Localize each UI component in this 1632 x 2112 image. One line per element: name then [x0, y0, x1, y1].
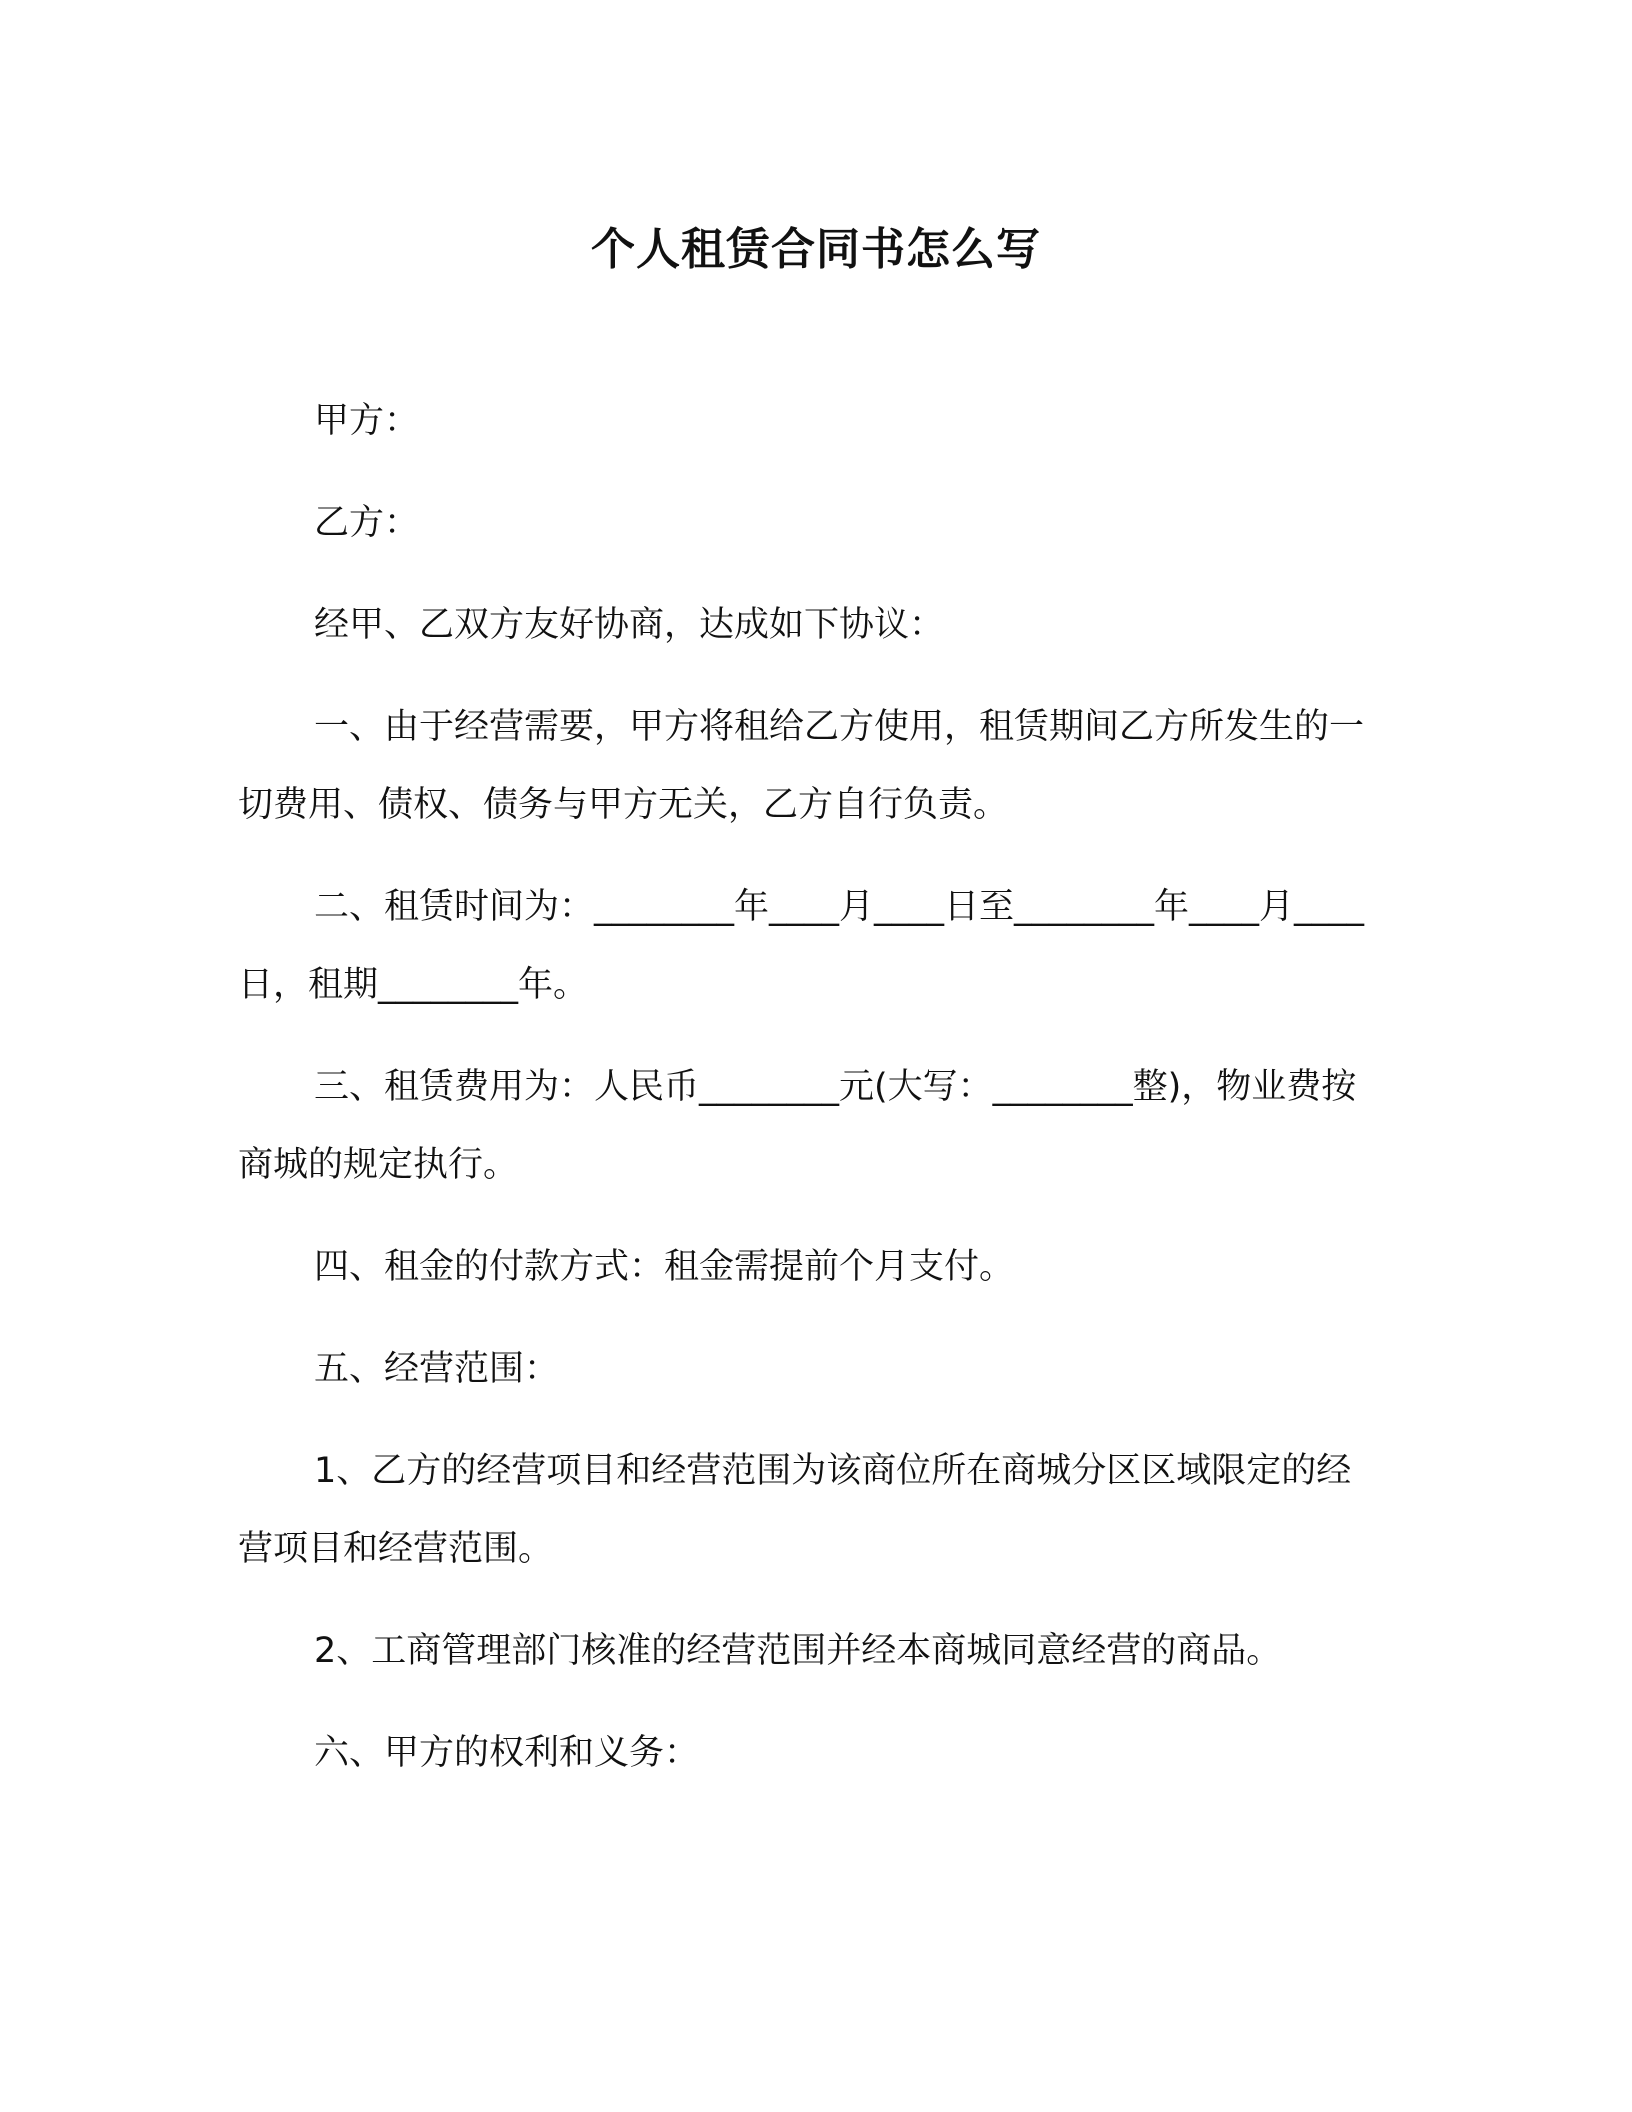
intro-paragraph: 经甲、乙双方友好协商，达成如下协议：	[314, 605, 945, 645]
clause-2-paragraph: 二、租赁时间为：________年____月____日至________年____月____日，租期________年。	[238, 887, 1365, 1005]
clause-5-item-1: 1、乙方的经营项目和经营范围为该商位所在商城分区区域限定的经营项目和经营范围。	[238, 1451, 1352, 1569]
clause-5-heading: 五、经营范围：	[314, 1349, 560, 1389]
party-b-line: 乙方：	[314, 503, 420, 543]
clause-1-paragraph: 一、由于经营需要，甲方将租给乙方使用，租赁期间乙方所发生的一切费用、债权、债务与甲方无关，乙方自行负责。	[238, 707, 1365, 825]
clause-3-paragraph: 三、租赁费用为：人民币________元(大写：________整)，物业费按商城的规定执行。	[238, 1067, 1357, 1185]
document-title: 个人租赁合同书怎么写	[591, 224, 1041, 275]
clause-6-heading: 六、甲方的权利和义务：	[314, 1733, 700, 1773]
party-a-line: 甲方：	[314, 401, 420, 441]
clause-4-paragraph: 四、租金的付款方式：租金需提前个月支付。	[314, 1247, 1015, 1287]
clause-5-item-2: 2、工商管理部门核准的经营范围并经本商城同意经营的商品。	[314, 1631, 1282, 1671]
